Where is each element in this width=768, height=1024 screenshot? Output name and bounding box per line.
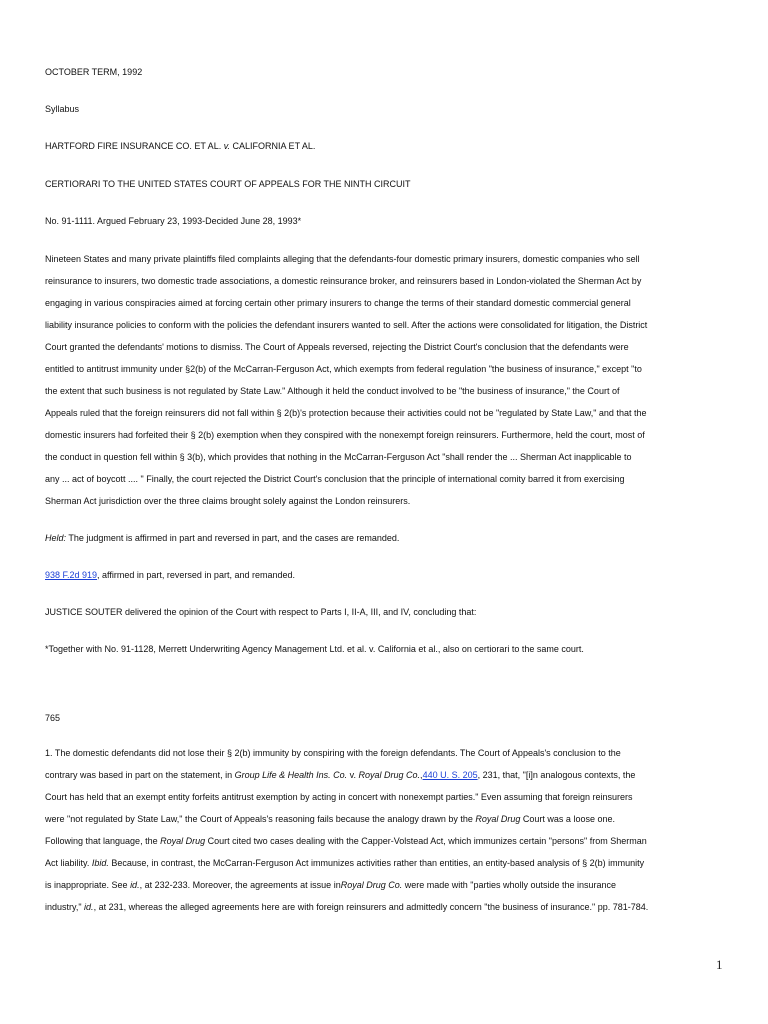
case-name: Royal Drug bbox=[475, 814, 521, 824]
summary-line: liability insurance policies to conform with the policies the defendant insurers wanted to sell. After the actions were consolidated for litigation, the District bbox=[45, 320, 648, 330]
point-line bbox=[45, 874, 723, 896]
caption-versus: v. bbox=[223, 141, 231, 151]
text-run: were "not regulated by State Law," the Court of Appeals's reasoning fails because the analogy drawn by the bbox=[45, 814, 476, 824]
point-line: 1. The domestic defendants did not lose their § 2(b) immunity by conspiring with the foreign defendants. The Court of Appeals's conclusion to the bbox=[45, 748, 621, 758]
point-line bbox=[45, 896, 723, 918]
text-run: Act liability. bbox=[45, 858, 92, 868]
id-ref: id. bbox=[130, 880, 140, 890]
point-line bbox=[45, 764, 723, 786]
summary-line: reinsurance to insurers, two domestic trade associations, a domestic reinsurance broker, and reinsurers based in London-violated the Sherman Act by bbox=[45, 276, 642, 286]
case-name: Group Life & Health Ins. Co. bbox=[234, 770, 348, 780]
held-paragraph bbox=[45, 533, 723, 544]
text-run: Court was a loose one. bbox=[520, 814, 615, 824]
point-line bbox=[45, 852, 723, 874]
point-line bbox=[45, 808, 723, 830]
caption-respondent: CALIFORNIA ET AL. bbox=[230, 141, 316, 151]
citation-link[interactable]: 938 F.2d 919 bbox=[45, 570, 98, 580]
text-run: Following that language, the bbox=[45, 836, 161, 846]
held-text: The judgment is affirmed in part and reversed in part, and the cases are remanded. bbox=[66, 533, 400, 543]
point-one-paragraph bbox=[45, 742, 723, 918]
id-ref: id. bbox=[84, 902, 94, 912]
text-run: contrary was based in part on the statement, in bbox=[45, 770, 235, 780]
citation-disposition: , affirmed in part, reversed in part, and remanded. bbox=[97, 570, 295, 580]
summary-line: Appeals ruled that the foreign reinsurers did not fall within § 2(b)'s protection because their activities could not be "regulated by State Law," and that the bbox=[45, 408, 647, 418]
footnote: *Together with No. 91-1128, Merrett Underwriting Agency Management Ltd. et al. v. California et al., also on certiorari to the same court. bbox=[45, 644, 584, 654]
summary-line: domestic insurers had forfeited their § 2(b) exemption when they conspired with the nonexempt foreign reinsurers. Furthermore, held the court, most of bbox=[45, 430, 645, 440]
summary-line: Court granted the defendants' motions to dismiss. The Court of Appeals reversed, rejecting the District Court's conclusion that the defendants were bbox=[45, 342, 629, 352]
page-marker: 765 bbox=[45, 713, 61, 723]
term-heading: OCTOBER TERM, 1992 bbox=[45, 67, 143, 77]
text-run: , at 231, whereas the alleged agreements here are with foreign reinsurers and admittedly concern "the business of insurance." pp. 781-784. bbox=[93, 902, 649, 912]
text-run: Court cited two cases dealing with the Capper-Volstead Act, which immunizes certain "persons" from Sherman bbox=[205, 836, 647, 846]
citation-paragraph bbox=[45, 570, 723, 581]
caption-petitioner: HARTFORD FIRE INSURANCE CO. ET AL. bbox=[45, 141, 224, 151]
summary-line: any ... act of boycott .... " Finally, the court rejected the District Court's conclusion that the principle of international comity barred it from exercising bbox=[45, 474, 625, 484]
held-label: Held: bbox=[45, 533, 67, 543]
case-caption bbox=[45, 141, 723, 152]
case-name: Royal Drug Co. bbox=[358, 770, 421, 780]
text-run: Because, in contrast, the McCarran-Ferguson Act immunizes activities rather than entities, an entity-based analysis of § 2(b) immunity bbox=[108, 858, 645, 868]
text-run: were made with "parties wholly outside the insurance bbox=[402, 880, 617, 890]
text-run: , bbox=[420, 770, 423, 780]
us-reports-link[interactable]: 440 U. S. 205 bbox=[422, 770, 478, 780]
case-name: Royal Drug bbox=[160, 836, 206, 846]
summary-line: engaging in various conspiracies aimed at forcing certain other primary insurers to change the terms of their standard domestic commercial general bbox=[45, 298, 631, 308]
summary-line: Sherman Act jurisdiction over the three claims brought solely against the London reinsurers. bbox=[45, 496, 411, 506]
text-run: v. bbox=[347, 770, 359, 780]
summary-line: entitled to antitrust immunity under §2(b) of the McCarran-Ferguson Act, which exempts from federal regulation "the business of insurance," except "to bbox=[45, 364, 642, 374]
case-name: Royal Drug Co. bbox=[340, 880, 403, 890]
summary-paragraph bbox=[45, 248, 723, 512]
text-run: is inappropriate. See bbox=[45, 880, 131, 890]
summary-line: the conduct in question fell within § 3(b), which provides that nothing in the McCarran-Ferguson Act "shall render the ... Sherman Act inapplicable to bbox=[45, 452, 632, 462]
ibid: Ibid. bbox=[91, 858, 109, 868]
certiorari-line: CERTIORARI TO THE UNITED STATES COURT OF APPEALS FOR THE NINTH CIRCUIT bbox=[45, 179, 411, 189]
point-line bbox=[45, 830, 723, 852]
text-run: , 231, that, "[i]n analogous contexts, the bbox=[477, 770, 636, 780]
text-run: , at 232-233. Moreover, the agreements at issue in bbox=[139, 880, 341, 890]
text-run: industry," bbox=[45, 902, 85, 912]
point-line: Court has held that an exempt entity forfeits antitrust exemption by acting in concert with nonexempt parties." Even assuming that foreign reinsurers bbox=[45, 792, 633, 802]
syllabus-heading: Syllabus bbox=[45, 104, 80, 114]
page-number: 1 bbox=[716, 957, 723, 972]
opinion-intro: JUSTICE SOUTER delivered the opinion of the Court with respect to Parts I, II-A, III, and IV, concluding that: bbox=[45, 607, 477, 617]
summary-line: Nineteen States and many private plaintiffs filed complaints alleging that the defendants-four domestic primary insurers, domestic companies who sell bbox=[45, 254, 640, 264]
docket-line: No. 91-1111. Argued February 23, 1993-Decided June 28, 1993* bbox=[45, 216, 302, 226]
summary-line: the extent that such business is not regulated by State Law." Although it held the conduct involved to be "the business of insurance," the Court of bbox=[45, 386, 620, 396]
